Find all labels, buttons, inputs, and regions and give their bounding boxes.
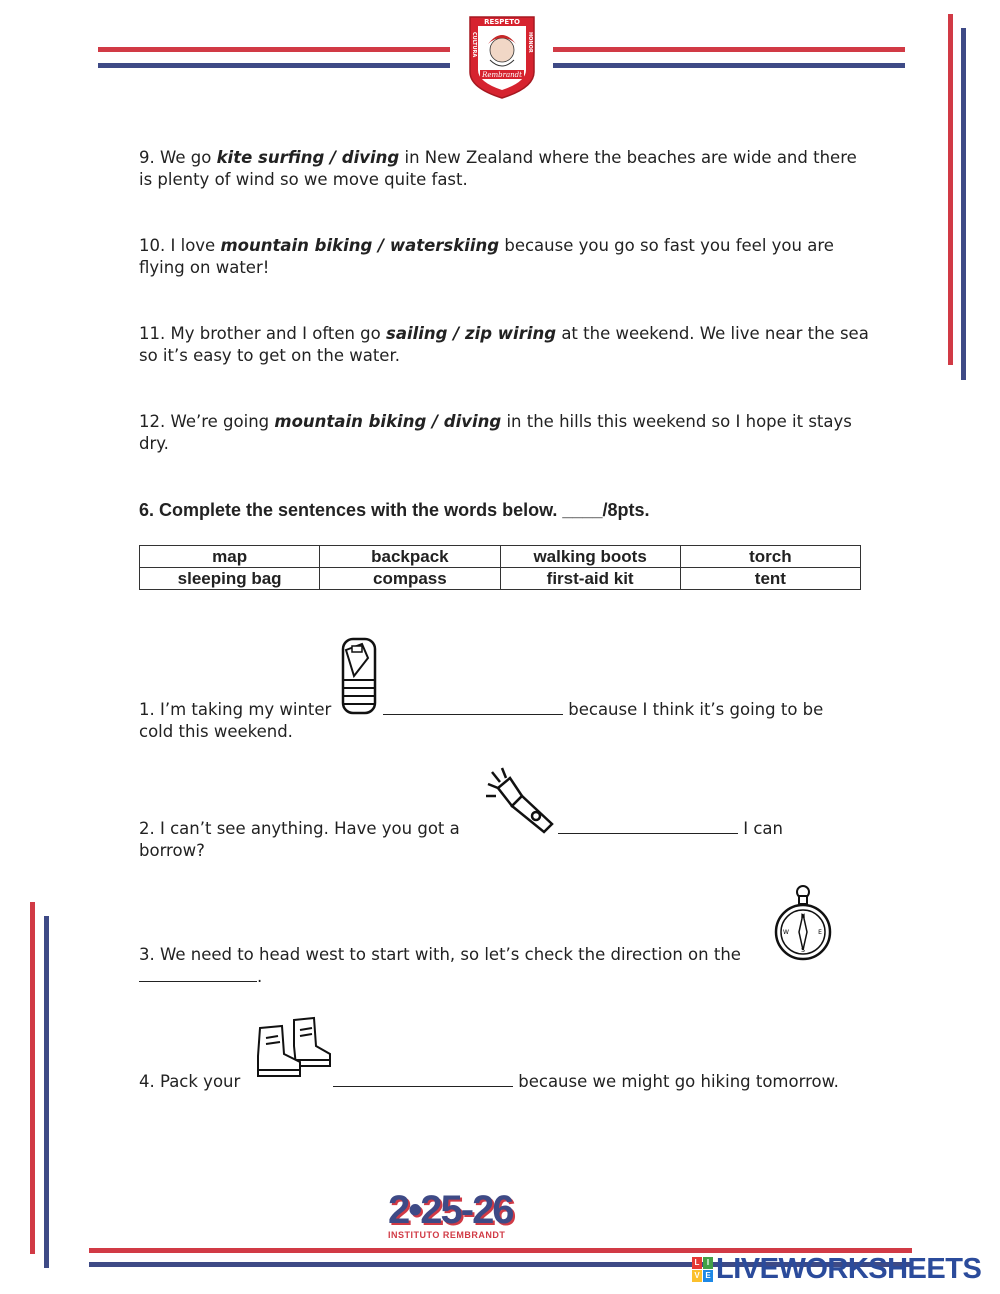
school-crest-logo — [466, 14, 538, 100]
section-6-heading: 6. Complete the sentences with the words below. ____/8pts. — [139, 500, 650, 520]
compass-icon — [774, 884, 832, 962]
exercise-6-item-3-line1: 3. We need to head west to start with, so let’s check the direction on the — [139, 945, 741, 964]
header-red-line-left — [98, 47, 450, 52]
exercise-6-item-1-line2: cold this weekend. — [139, 722, 293, 741]
exercise-6-item-4-rest: because we might go hiking tomorrow. — [333, 1071, 873, 1093]
header-blue-line-left — [98, 63, 450, 68]
svg-text:N: N — [800, 913, 806, 920]
question-12-options: mountain biking / diving — [274, 412, 502, 431]
svg-text:W: W — [783, 929, 789, 936]
word-bank-cell: sleeping bag — [140, 568, 320, 590]
question-10: 10. I love mountain biking / waterskiing because you go so fast you feel you are flying on water! — [139, 236, 834, 277]
year-logo-school: INSTITUTO REMBRANDT — [388, 1230, 506, 1240]
word-bank-cell: backpack — [320, 546, 500, 568]
crest-banner-text: Rembrandt — [482, 71, 522, 79]
word-bank-cell: walking boots — [500, 546, 680, 568]
right-red-vertical-line — [948, 14, 953, 365]
word-bank-cell: torch — [680, 546, 860, 568]
liveworksheets-wordmark[interactable]: LIVEWORKSHEETS — [716, 1252, 982, 1285]
crest-right-text: HONOR — [527, 32, 533, 53]
answer-blank-1[interactable] — [383, 700, 563, 715]
exercise-6-item-1-rest: because I think it’s going to be — [383, 699, 863, 721]
question-9-options: kite surfing / diving — [216, 148, 400, 167]
answer-blank-4[interactable] — [333, 1072, 513, 1087]
crest-top-text: RESPETO — [484, 18, 520, 26]
left-red-vertical-line — [30, 902, 35, 1254]
liveworksheets-badge: L I V E — [692, 1257, 713, 1282]
year-logo-text: 2•25-26 — [388, 1188, 513, 1232]
exercise-6-item-2-line2: borrow? — [139, 841, 205, 860]
word-bank-cell: first-aid kit — [500, 568, 680, 590]
walking-boots-icon — [254, 1016, 332, 1080]
word-bank-row — [140, 568, 861, 590]
answer-blank-3[interactable] — [139, 967, 257, 982]
question-11-options: sailing / zip wiring — [386, 324, 557, 343]
question-10-options: mountain biking / waterskiing — [220, 236, 500, 255]
liveworksheets-logo — [692, 1252, 981, 1286]
year-logo — [388, 1190, 544, 1242]
exercise-6-item-3-line2: . — [139, 966, 869, 988]
svg-text:S: S — [801, 947, 805, 954]
header-blue-line-right — [553, 63, 905, 68]
header-red-line-right — [553, 47, 905, 52]
word-bank-cell: tent — [680, 568, 860, 590]
exercise-6-item-2-rest: I can — [558, 818, 858, 840]
question-9: 9. We go kite surfing / diving in New Zealand where the beaches are wide and there is plenty of wind so we move quite fast. — [139, 148, 857, 189]
word-bank-cell: map — [140, 546, 320, 568]
left-blue-vertical-line — [44, 916, 49, 1268]
exercise-6-item-4-line1: 4. Pack your — [139, 1072, 241, 1091]
word-bank-row — [140, 546, 861, 568]
answer-blank-2[interactable] — [558, 819, 738, 834]
exercise-6-item-1-line1: 1. I’m taking my winter — [139, 700, 332, 719]
word-bank-cell: compass — [320, 568, 500, 590]
word-bank-table — [139, 545, 861, 590]
question-11: 11. My brother and I often go sailing / zip wiring at the weekend. We live near the sea so it’s easy to get on the water. — [139, 324, 869, 365]
question-12: 12. We’re going mountain biking / diving in the hills this weekend so I hope it stays dry. — [139, 412, 852, 453]
crest-left-text: CULTURA — [471, 32, 477, 58]
right-blue-vertical-line — [961, 28, 966, 380]
exercise-6-item-2-line1: 2. I can’t see anything. Have you got a — [139, 819, 460, 838]
svg-text:E: E — [818, 929, 822, 936]
